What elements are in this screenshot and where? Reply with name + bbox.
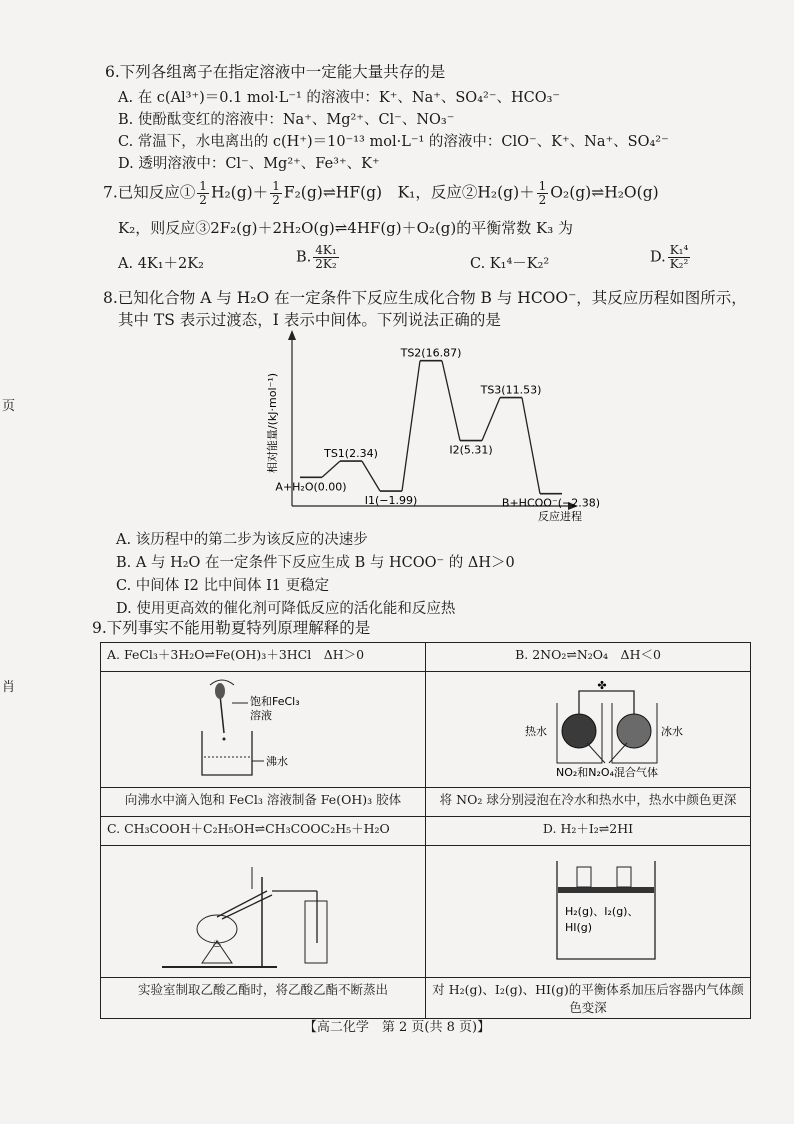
piston (558, 887, 654, 893)
dropper-bulb (215, 683, 225, 699)
q8-option-b: B. A 与 H₂O 在一定条件下反应生成 B 与 HCOO⁻ 的 ΔH＞0 (116, 555, 515, 571)
energy-connector-5 (482, 398, 500, 441)
q6-option-c: C. 常温下，水电离出的 c(H⁺)＝10⁻¹³ mol·L⁻¹ 的溶液中：ClO⁻、K⁺、Na⁺、SO₄²⁻ (118, 134, 669, 150)
q7-option-a: A. 4K₁＋2K₂ (118, 256, 204, 272)
fecl3-label: 溶液 (250, 709, 272, 722)
piston-handle (617, 867, 631, 887)
q7-line1: 7.已知反应① $\frac{1}{2}$ H₂(g)＋ $\frac{1}{2}$ F₂(g)⇌HF(g) K₁，反应②H₂(g)＋ $\frac{1}{2}$ O₂(g)⇌H₂O(g) (103, 179, 659, 207)
x-axis-label: 反应进程 (538, 510, 582, 523)
q9-a-header: A. FeCl₃＋3H₂O⇌Fe(OH)₃＋3HCl ΔH＞0 (101, 643, 426, 672)
boiling-water-beaker-figure (102, 673, 424, 783)
beaker (202, 731, 252, 775)
q9-d-caption: 对 H₂(g)、I₂(g)、HI(g)的平衡体系加压后容器内气体颜色变深 (426, 978, 751, 1019)
piston-container-figure (427, 847, 749, 973)
energy-connector-1 (322, 461, 340, 477)
energy-connector-3 (402, 361, 420, 491)
energy-connector-6 (522, 398, 540, 494)
hot-water-label: 热水 (525, 725, 547, 738)
q9-c-figure (101, 846, 426, 978)
q9-stem: 9.下列事实不能用勒夏特列原理解释的是 (92, 619, 371, 637)
q9-b-header: B. 2NO₂⇌N₂O₄ ΔH＜0 (426, 643, 751, 672)
q7-line2: K₂，则反应③2F₂(g)＋2H₂O(g)⇌4HF(g)＋O₂(g)的平衡常数 K₃ 为 (118, 219, 574, 237)
q6-option-d: D. 透明溶液中：Cl⁻、Mg²⁺、Fe³⁺、K⁺ (118, 156, 380, 172)
droplet (223, 738, 226, 741)
page-footer: 【高二化学 第 2 页(共 8 页)】 (303, 1020, 491, 1035)
energy-profile-chart (260, 328, 601, 523)
energy-label-2: I1(−1.99) (364, 494, 418, 508)
energy-label-6: B+HCOO⁻(−2.38) (501, 496, 601, 510)
energy-connector-2 (362, 461, 380, 491)
gas-label: HI(g) (565, 921, 593, 934)
fraction: $\frac{1}{2}$ (538, 179, 547, 207)
clamp-icon: ✤ (597, 679, 607, 692)
q9-d-figure (426, 846, 751, 978)
ester-distillation-figure (102, 847, 424, 973)
energy-label-0: A+H₂O(0.00) (275, 480, 347, 494)
q9-d-header: D. H₂＋I₂⇌2HI (426, 817, 751, 846)
q9-c-header: C. CH₃COOH＋C₂H₅OH⇌CH₃COOC₂H₅＋H₂O (101, 817, 426, 846)
q8-stem-1: 8.已知化合物 A 与 H₂O 在一定条件下反应生成化合物 B 与 HCOO⁻，其反应历程如图所示， (103, 289, 747, 307)
q7-option-d: D. $\frac{\text{K₁⁴}}{\text{K₂²}}$ (650, 243, 689, 271)
connecting-tube (579, 691, 634, 714)
fraction: $\frac{1}{2}$ (272, 179, 280, 207)
fraction: $\frac{1}{2}$ (199, 179, 207, 207)
q8-option-d: D. 使用更高效的催化剂可降低反应的活化能和反应热 (116, 601, 456, 617)
dropper (220, 695, 224, 733)
gas-mixture-label: NO₂和N₂O₄混合气体 (555, 766, 659, 779)
q7-option-c: C. K₁⁴－K₂² (470, 256, 550, 272)
gas-label: H₂(g)、I₂(g)、 (565, 905, 639, 918)
y-axis-arrow (288, 330, 296, 340)
margin-mark: 肖 (2, 680, 16, 695)
reaction-tube (217, 891, 267, 917)
q6-option-a: A. 在 c(Al³⁺)＝0.1 mol·L⁻¹ 的溶液中：K⁺、Na⁺、SO₄²⁻、HCO₃⁻ (118, 90, 561, 106)
y-axis-label: 相对能量/(kJ·mol⁻¹) (266, 372, 279, 474)
q9-b-figure (426, 672, 751, 788)
fecl3-label: 饱和FeCl₃ (250, 695, 300, 708)
piston-handle (577, 867, 591, 887)
q9-a-figure (101, 672, 426, 788)
q9-a-caption: 向沸水中滴入饱和 FeCl₃ 溶液制备 Fe(OH)₃ 胶体 (101, 788, 426, 817)
boiling-water-label: 沸水 (266, 755, 288, 768)
energy-label-4: I2(5.31) (449, 443, 493, 457)
q9-c-caption: 实验室制取乙酸乙酯时，将乙酸乙酯不断蒸出 (101, 978, 426, 1019)
q8-option-a: A. 该历程中的第二步为该反应的决速步 (116, 532, 368, 548)
no2-balls-figure (427, 673, 749, 783)
no2-ball-cold (617, 714, 651, 748)
q7-option-b: B. $\frac{\text{4K₁}}{\text{2K₂}}$ (296, 243, 337, 271)
q8-option-c: C. 中间体 I2 比中间体 I1 更稳定 (116, 578, 330, 594)
q9-options-table (100, 642, 751, 1019)
energy-label-5: TS3(11.53) (480, 383, 542, 397)
no2-ball-hot (562, 714, 596, 748)
receiving-tube (305, 901, 327, 963)
flame-icon: ♨ (212, 937, 222, 950)
energy-label-1: TS1(2.34) (324, 447, 378, 461)
q6-stem: 6.下列各组离子在指定溶液中一定能大量共存的是 (105, 63, 446, 81)
energy-connector-4 (442, 361, 460, 441)
energy-label-3: TS2(16.87) (400, 346, 462, 360)
q9-b-caption: 将 NO₂ 球分别浸泡在冷水和热水中，热水中颜色更深 (426, 788, 751, 817)
q8-stem-2: 其中 TS 表示过渡态，I 表示中间体。下列说法正确的是 (118, 311, 501, 329)
q6-option-b: B. 使酚酞变红的溶液中：Na⁺、Mg²⁺、Cl⁻、NO₃⁻ (118, 112, 455, 128)
margin-mark: 页 (2, 399, 16, 414)
q7-stem: 7.已知反应① (103, 183, 196, 202)
ice-water-label: 冰水 (661, 725, 683, 738)
